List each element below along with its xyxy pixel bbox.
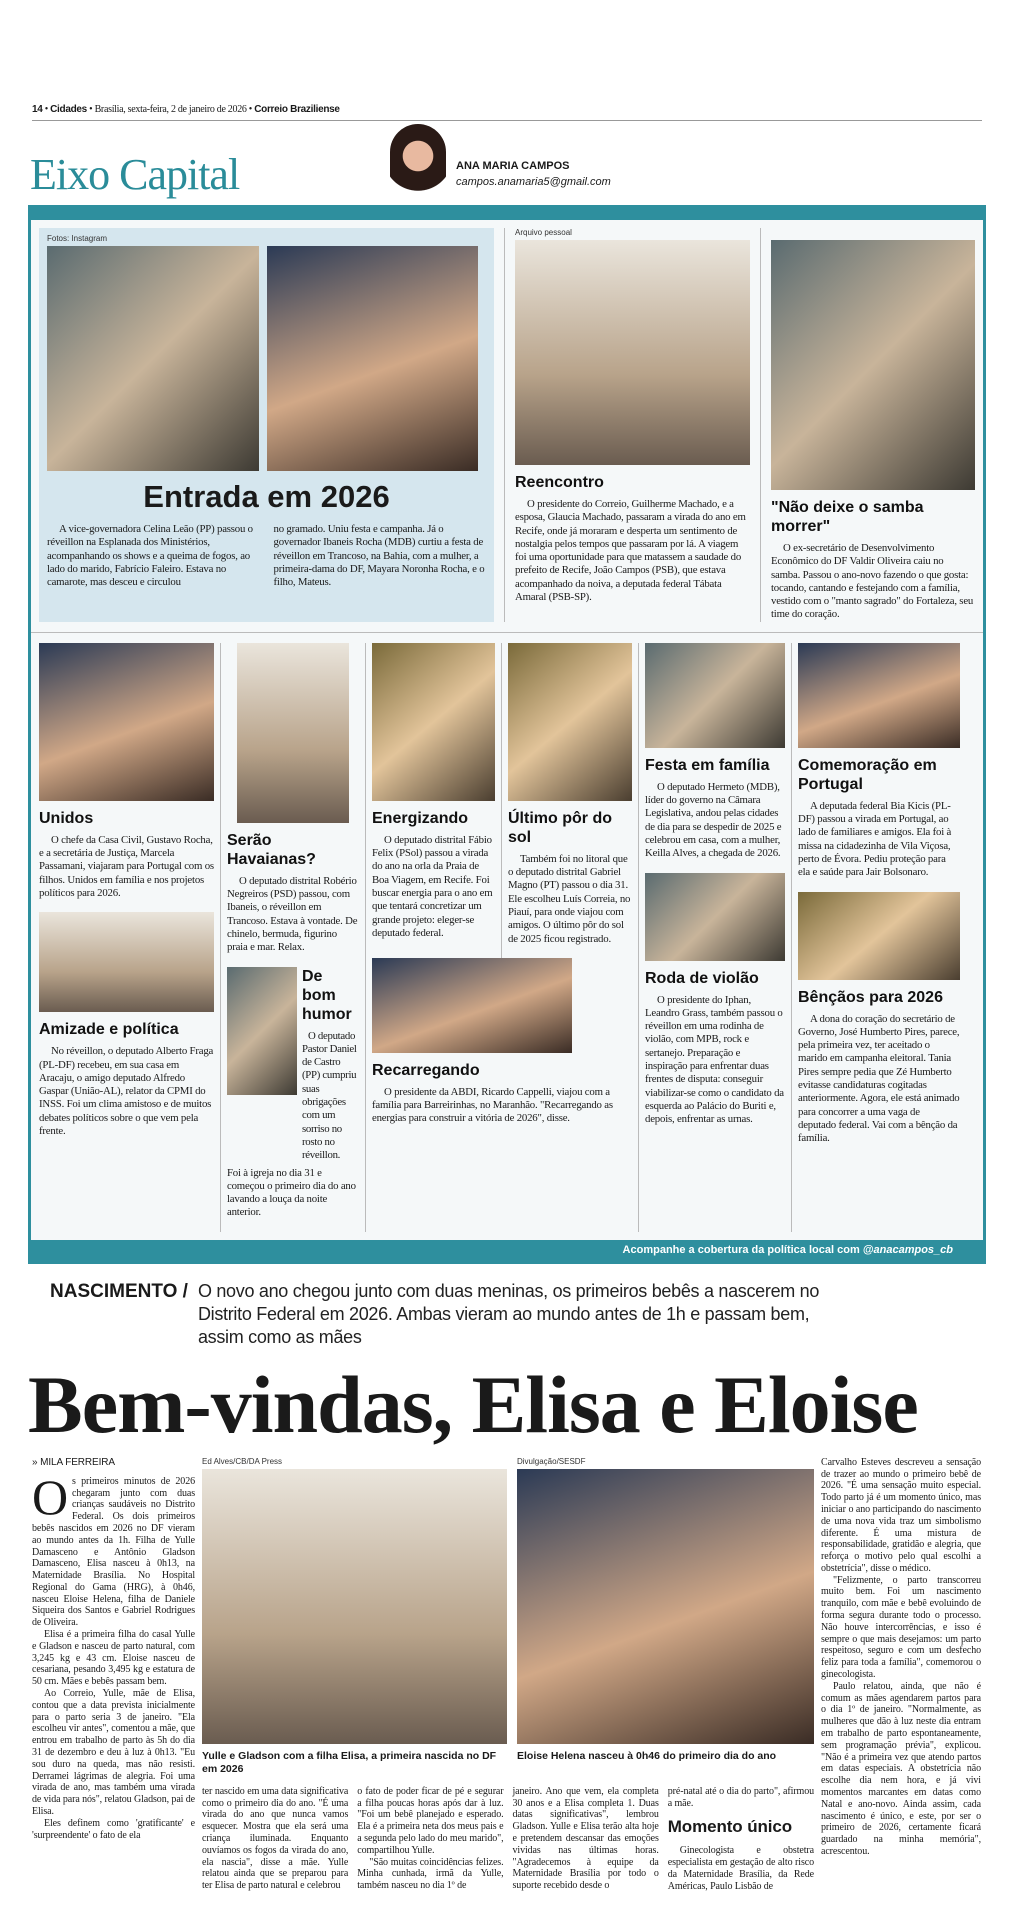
paragraph: Ginecologista e obstetra especialista em gestação de alto risco da Maternidade Brasília, da Rede Américas, Paulo Lisbão de <box>667 1845 814 1892</box>
column-cd <box>372 643 632 1232</box>
column-cd-top <box>372 643 632 958</box>
social-strip-text: Acompanhe a cobertura da política local com <box>622 1243 863 1256</box>
figure-elisa <box>202 1457 507 1786</box>
columnist-email[interactable]: campos.anamaria5@gmail.com <box>456 176 611 188</box>
item-text: No réveillon, o deputado Alberto Fraga (PL-DF) recebeu, em sua casa em Aracaju, o amigo deputado Alfredo Gaspar (União-AL), relator da CPMI do INSS. Foi um clima amistoso e de muitos debates políticos sobre o que vem pela frente. <box>39 1045 214 1138</box>
divider <box>32 120 982 121</box>
page-flow <box>0 205 1011 1893</box>
article-center <box>202 1457 814 1893</box>
photo-celina <box>47 246 259 471</box>
item-havaianas <box>227 643 359 955</box>
item-festa <box>645 643 785 861</box>
item-title: Serão Havaianas? <box>227 831 316 868</box>
item-text: A dona do coração do secretário de Governo, José Humberto Pires, parece, pela primeira vez, ter aceitado o marido em campanha eleitoral. Tania Pires sempre pedia que Zé Humberto evitasse candidaturas cogitadas anteriormente. Agora, ele está animado para concorrer a uma vaga de deputado federal. Vai com a bênção da família. <box>798 1012 960 1145</box>
photo-reencontro <box>515 240 750 465</box>
paragraph: o fato de poder ficar de pé e segurar a filha poucas horas após dar à luz. "Foi um bebê planejado e esperado. Ela é a primeira neta dos meus pais e a segunda pelo lado do meu marido", compartilhou Yulle. <box>357 1785 504 1856</box>
item-amizade <box>39 912 214 1138</box>
divider <box>504 228 505 622</box>
article-col-6 <box>821 1457 981 1893</box>
item-title: Bênçãos para 2026 <box>798 988 943 1006</box>
divider <box>638 643 639 1232</box>
divider <box>760 228 761 622</box>
dateline: Brasília, sexta-feira, 2 de janeiro de 2026 <box>94 104 247 115</box>
item-samba <box>771 228 975 622</box>
divider <box>501 643 502 958</box>
top-row <box>31 220 983 632</box>
photo-credit: Ed Alves/CB/DA Press <box>202 1456 283 1466</box>
paragraph: Ao Correio, Yulle, mãe de Elisa, contou que a data prevista inicialmente para o parto seria 3 de janeiro. "Ela escolheu vir antes", comentou a mãe, que entrou em trabalho de parto às 5h do dia 31 de dezembro e deu à luz à 0h13. "Eu sou duro na queda, mas não resisti. Derramei lágrimas de alegria. Foi uma virada de ano, mas também uma virada de vida para nós", relatou Gladson, pai de Elisa. <box>32 1688 195 1818</box>
lead-photos <box>47 246 486 471</box>
bom-humor-side <box>302 967 359 1163</box>
item-text: O deputado distrital Robério Negreiros (PSD) passou, com Ibaneis, o réveillon em Trancoso. Estava à vontade. De chinelo, bermuda, figurino praia e mar. Relax. <box>227 874 358 954</box>
paragraph: janeiro. Ano que vem, ela completa 30 anos e a Elisa completa 1. Duas datas significativas", lembrou Gladson. Yulle e Elisa terão alta hoje e pretendem descansar das emoções vividas nas últimas horas. "Agradecemos à equipe da Maternidade Brasília por todo o suporte recebido desde o <box>512 1785 659 1892</box>
item-text: O deputado Hermeto (MDB), líder do governo na Câmara Legislativa, andou pelas cidades de dia para se despedir de 2025 e celebrou em casa, com a mulher, Keilla Alves, a chegada de 2026. <box>645 780 782 860</box>
photo-credit: Arquivo pessoal <box>515 228 572 237</box>
photo-caption: Yulle e Gladson com a filha Elisa, a primeira nascida no DF em 2026 <box>202 1749 497 1775</box>
item-recarregando <box>372 958 632 1126</box>
column-title: Eixo Capital <box>30 150 240 199</box>
article-col-1 <box>32 1457 195 1893</box>
lead-text-columns <box>47 523 486 589</box>
paragraph: pré-natal até o dia do parto", afirmou a mãe. <box>667 1785 814 1809</box>
item-bencaos <box>798 892 960 1146</box>
item-text: O deputado Pastor Daniel de Castro (PP) cumpriu suas obrigações com um sorriso no rosto no réveillon. <box>302 1029 357 1162</box>
divider <box>220 643 221 1232</box>
article-headline: Bem-vindas, Elisa e Eloise <box>28 1358 918 1450</box>
photo-havaianas <box>237 643 349 823</box>
drop-cap: O <box>32 1468 69 1525</box>
item-portugal <box>798 643 960 880</box>
item-bom-humor <box>227 967 359 1220</box>
article-deck: O novo ano chegou junto com duas meninas, os primeiros bebês a nascerem no Distrito Federal em 2026. Ambas vieram ao mundo antes de 1h e passam bem, assim como as mães <box>197 1280 820 1347</box>
item-text: O chefe da Casa Civil, Gustavo Rocha, e a secretária de Justiça, Marcela Passamani, viajaram para Portugal com os filhos. Unidos em família e nos projetos políticos para 2026. <box>39 833 214 899</box>
item-por-do-sol <box>508 643 632 946</box>
item-title: "Não deixe o samba morrer" <box>771 499 924 535</box>
subheading: Momento único <box>667 1817 793 1837</box>
photo-festa <box>645 643 785 748</box>
paper-name: Correio Braziliense <box>254 104 340 115</box>
item-text: O presidente da ABDI, Ricardo Cappelli, viajou com a família para Barreirinhas, no Maranhão. "Recarregando as energias para construir a vitória de 2026", disse. <box>372 1085 613 1125</box>
photo-credit: Divulgação/SESDF <box>517 1456 586 1466</box>
lead-story-panel <box>39 228 494 622</box>
photo-bom-humor <box>227 967 297 1095</box>
column-e <box>645 643 785 1232</box>
item-text: O ex-secretário de Desenvolvimento Econômico do DF Valdir Oliveira caiu no samba. Passou o ano-novo fazendo o que gosta: tocando, cantando e festejando com a família, vestido com o "manto sagrado" do Fortaleza, seu time do coração. <box>771 542 974 621</box>
item-text: O deputado distrital Fábio Felix (PSol) passou a virada do ano na orla da Praia de Boa Viagem, em Recife. Foi buscar energia para o ano em que tentará concretizar um grande projeto: eleger-se deputado federal. <box>372 833 493 939</box>
paragraph: s primeiros minutos de 2026 chegaram junto com duas crianças saudáveis no Distrito Federal. Os dois primeiros bebês nascidos em 2026 no DF vieram ao mundo antes da 1h. Filha de Yulle Damasceno e Antônio Gladson Damasceno, Elisa nasceu à 0h13, na Maternidade Brasília. No Hospital Regional do Gama (HRG), à 0h46, nasceu Eloise Helena, filha de Daniele Siqueira dos Santos e Gabriel Rodrigues de Oliveira. <box>32 1475 195 1629</box>
paragraph: "São muitas coincidências felizes. Minha cunhada, irmã da Yulle, também nasceu no dia 1º de <box>357 1856 504 1892</box>
lead-text: no gramado. Uniu festa e campanha. Já o governador Ibaneis Rocha (MDB) curtiu a festa de réveillon em Trancoso, na Bahia, com a mulher, a primeira-dama do DF, Mayara Noronha Rocha, e o filho, Mateus. <box>273 523 485 589</box>
item-text: Foi à igreja no dia 31 e começou o primeiro dia do ano lavando a louça da noite anterior. <box>227 1166 356 1219</box>
divider <box>791 643 792 1232</box>
paragraph: Paulo relatou, ainda, que não é comum as mães agendarem partos para o dia 1º de janeiro. "Normalmente, as mulheres que dão à luz neste dia entram em trabalho de parto espontaneamente, sem programação prévia", explicou. "Não é a primeira vez que atendo partos em datas especiais. A obstetrícia não escolhe dia nem hora, e já vivi momentos marcantes em datas como Natal e ano-novo. Ainda assim, cada nascimento é único, e este, por ser o primeiro de 2026, certamente ficará guardado na minha memória", acrescentou. <box>821 1680 981 1858</box>
item-title: Comemoração em Portugal <box>798 756 937 793</box>
photo-credit: Fotos: Instagram <box>47 234 108 243</box>
lower-rows <box>31 632 983 1240</box>
photo-bencaos <box>798 892 960 980</box>
item-title: Energizando <box>372 809 469 827</box>
photo-violao <box>645 873 785 961</box>
item-violao <box>645 873 785 1127</box>
article-center-text <box>202 1786 814 1893</box>
photo-por-do-sol <box>508 643 632 801</box>
photo-eloise <box>517 1469 814 1744</box>
article-kicker: NASCIMENTO / <box>50 1280 188 1302</box>
frame-top-bar <box>31 208 983 220</box>
paragraph: Elisa é a primeira filha do casal Yulle e Gladson e nasceu de parto natural, com 3,245 kg e 43 cm. Eloise nasceu de cesariana, pesando 3,495 kg e estatura de 50 cm. Mães e bebês passam bem. <box>32 1629 195 1688</box>
article-photos <box>202 1457 814 1786</box>
photo-recarregando <box>372 958 572 1053</box>
paragraph: ter nascido em uma data significativa como o primeiro dia do ano. "É uma virada do ano que nunca vamos esquecer. Mostra que ela será uma criança iluminada. Enquanto ouvíamos os fogos da virada do ano, ela nascia", disse a mãe. Yulle relatou ainda que se preparou para ter Elisa de parto natural e celebrou <box>202 1785 349 1892</box>
column-b <box>227 643 359 1232</box>
divider <box>365 643 366 1232</box>
item-text: O presidente do Correio, Guilherme Machado, e a esposa, Glaucia Machado, passaram a virada do ano em Recife, onde já moraram e desperta um sentimento de nostalgia pelos tempos que passaram por lá. A viagem foi uma oportunidade para que matassem a saudade do prefeito de Recife, João Campos (PSB), que estava acompanhado da noiva, a deputada federal Tábata Amaral (PSB-SP). <box>515 498 746 604</box>
columnist-name: ANA MARIA CAMPOS <box>456 160 570 172</box>
photo-portugal <box>798 643 960 748</box>
byline: » MILA FERREIRA <box>32 1456 115 1468</box>
columnist-photo <box>390 124 446 204</box>
item-title: Recarregando <box>372 1061 480 1079</box>
article-kicker-row <box>50 1280 1011 1349</box>
column-frame <box>28 205 986 1264</box>
item-text: Também foi no litoral que o deputado distrital Gabriel Magno (PT) passou o dia 31. Ele escolheu Luís Correia, no Piauí, para onde viajou com amigos. O último pôr do sol de 2025 ficou registrado. <box>508 852 631 945</box>
figure-eloise <box>517 1457 814 1786</box>
article-body <box>32 1457 1011 1893</box>
section-name: Cidades <box>50 104 87 115</box>
social-strip <box>31 1240 983 1261</box>
paragraph: "Felizmente, o parto transcorreu muito bem. Foi um nascimento tranquilo, com mãe e bebê evoluindo de forma segura durante todo o processo. Não houve intercorrências, e isso é sempre o que mais desejamos: um parto respeitoso, seguro e com um desfecho feliz para toda a família", comemorou o ginecologista. <box>821 1574 981 1681</box>
item-unidos <box>39 643 214 900</box>
item-energizando <box>372 643 495 946</box>
item-title: Último pôr do sol <box>508 809 612 846</box>
photo-caption: Eloise Helena nasceu à 0h46 do primeiro dia do ano <box>517 1749 777 1762</box>
item-title: De bom humor <box>302 967 352 1023</box>
paragraph: Eles definem como 'gratificante' e 'surpreendente' o fato de ela <box>32 1817 195 1841</box>
photo-elisa <box>202 1469 507 1744</box>
item-text: A deputada federal Bia Kicis (PL-DF) passou a virada em Portugal, ao lado de familiares e amigos. Ela foi à missa na cidadezinha de Vila Viçosa, perto de Évora. Pediu proteção para ela e saúde para Jair Bolsonaro. <box>798 799 952 879</box>
lead-text: A vice-governadora Celina Leão (PP) passou o réveillon na Esplanada dos Ministérios, acompanhando os shows e a queima de fogos, ao lado do marido, Fabrício Faleiro. Estava no camarote, mas desceu e circulou <box>47 523 253 589</box>
lead-title: Entrada em 2026 <box>143 479 390 514</box>
item-reencontro <box>515 228 750 622</box>
item-title: Roda de violão <box>645 969 759 987</box>
photo-ibaneis <box>267 246 478 471</box>
column-f <box>798 643 960 1232</box>
page-number: 14 <box>32 104 43 115</box>
photo-energizando <box>372 643 495 801</box>
item-title: Festa em família <box>645 756 770 774</box>
photo-samba <box>771 240 975 490</box>
social-handle-link[interactable]: @anacampos_cb <box>862 1243 953 1256</box>
item-title: Unidos <box>39 809 94 827</box>
photo-unidos <box>39 643 214 801</box>
item-text: O presidente do Iphan, Leandro Grass, também passou o réveillon em uma rodinha de violão, com MPB, rock e sertanejo. Preparação e inspiração para enfrentar duas frentes de disputa: conseguir viabilizar-se como o candidato da esquerda ao Palácio do Buriti e, depois, enfrentar as urnas. <box>645 993 784 1126</box>
paragraph: Carvalho Esteves descreveu a sensação de trazer ao mundo o primeiro bebê de 2026. "É uma sensação muito especial. Todo parto já é um momento único, mas iniciar o ano participando do nascimento de uma nova vida traz um simbolismo diferente. É uma mistura de responsabilidade, gratidão e alegria, que reforça o motivo pelo qual escolhi a obstetrícia", disse o médico. <box>821 1456 981 1574</box>
column-a <box>39 643 214 1232</box>
item-title: Reencontro <box>515 474 604 491</box>
bom-humor-top <box>227 967 359 1163</box>
folio-line: 14 • Cidades • Brasília, sexta-feira, 2 de janeiro de 2026 • Correio Braziliense <box>32 104 340 115</box>
item-title: Amizade e política <box>39 1021 179 1039</box>
photo-amizade <box>39 912 214 1012</box>
